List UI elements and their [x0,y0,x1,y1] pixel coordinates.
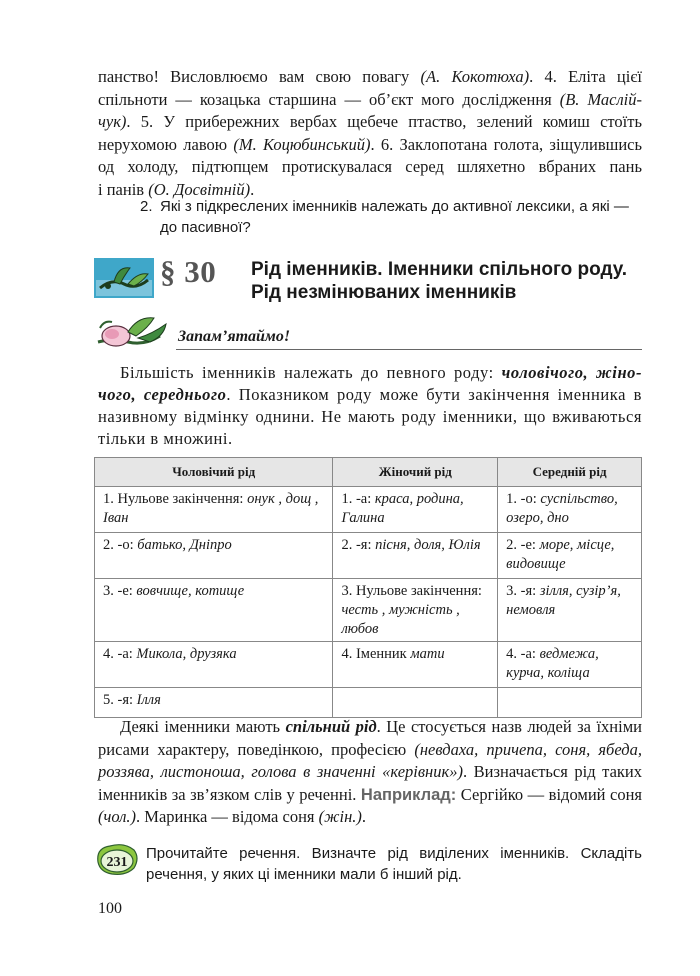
table-row [95,688,642,718]
section-title-line1: Рід іменників. Іменники спільного роду. [251,259,627,280]
text: . 6. Заклопотана голота, зіщулившись [370,134,642,154]
citation: (А. Кокотюха) [420,67,530,86]
top-paragraph [98,66,642,202]
text: . Маринка — відома соня [136,807,319,827]
gender-mark: (чол.) [98,807,137,827]
citation: чук) [98,112,127,132]
remember-icon [94,312,174,350]
citation: (В. Маслій- [559,89,642,109]
remember-label: Запам’ятаймо! [178,328,291,345]
table-cell: 3. -я: зілля, сузір’я, немовля [498,579,642,642]
table-row [95,487,642,533]
table-cell: 2. -о: батько, Дніпро [95,533,333,579]
page-number: 100 [98,900,122,917]
table-cell: 4. -а: ведмежа, курча, коліща [498,642,642,688]
text: спільноти — козацька старшина — об’єкт мого дослідження [98,89,560,109]
table-header: Середній рід [498,458,642,487]
common-gender-paragraph [98,716,642,829]
exercise-text: Прочитайте речення. Визначте рід виділених іменників. Складіть речення, у яких ці іменники мали б інший рід. [146,845,642,883]
text: і панів [98,179,149,199]
table-cell: 1. Нульове закінчення: онук , дощ , Іван [95,487,333,533]
task-2 [140,196,640,238]
table-cell: 1. -о: суспільство, озеро, дно [498,487,642,533]
citation: (О. Досвітній) [148,179,251,199]
task-number: 2. [140,198,153,215]
section-title-line2: Рід незмінюваних іменників [251,282,517,303]
table-header: Жіночий рід [333,458,498,487]
table-cell: 3. -е: вовчище, котище [95,579,333,642]
text: . 4. Еліта цієї [529,67,643,86]
text: . Це стосується назв людей за їхніми рисами характеру, поведінкою, професією [98,717,642,759]
example-label: Наприклад: [360,785,457,804]
text: Деякі іменники мають [120,717,286,736]
text: . Визначається рід таких іменників за зв’язком слів у реченні. [98,762,643,804]
exercise-number: 231 [106,855,128,870]
table-row [95,533,642,579]
text: Сергійко — відомий соня [456,784,642,804]
task-text-line2: до пасивної? [160,219,251,236]
exercise-badge [94,842,140,878]
text: панство! Висловлюємо вам свою повагу [98,67,421,86]
gender-table [94,457,642,718]
table-row [95,642,642,688]
table-header: Чоловічий рід [95,458,333,487]
table-row [95,579,642,642]
text: од холоду, підтюпцем протискувалася серед шляхетно вбраних пань [98,157,642,177]
text: нерухомою лавою [98,134,234,154]
table-cell: 2. -я: пісня, доля, Юлія [333,533,498,579]
term: чоловічого, жіно- [501,363,642,382]
table-cell: 4. -а: Микола, друзяка [95,642,333,688]
text: Більшість іменників належать до певного роду: [120,363,502,382]
text: . [250,179,255,199]
section-number: § 30 [160,254,217,289]
table-header-row [95,458,642,487]
citation: (М. Коцюбинський) [233,134,371,154]
table-cell: 2. -е: море, місце, видовище [498,533,642,579]
term: спільний рід [285,717,377,736]
table-cell [333,688,498,718]
section-icon [94,258,154,298]
table-cell [498,688,642,718]
section-title [251,258,671,304]
table-cell: 1. -а: краса, родина, Галина [333,487,498,533]
text: . Показником роду може бути закінчення іменника в називному відмінку однини. Не мають роду іменники, що вживаються тільки в множині. [98,385,642,448]
remember-divider [176,349,642,350]
table-cell: 4. Іменник мати [333,642,498,688]
text: . 5. У прибережних вербах щебече птаство, зелений комиш стоїть [126,112,642,132]
intro-paragraph [98,362,642,450]
table-cell: 3. Нульове закінчення: честь , мужність , любов [333,579,498,642]
gender-mark: (жін.) [318,807,362,827]
text: . [361,807,366,827]
examples: (невдаха, причепа, соня, ябеда, роззява, листоноша, голова в значенні «керівник») [98,739,642,782]
task-text-line1: Які з підкреслених іменників належать до активної лексики, а які — [160,198,629,215]
term: чого, середнього [98,385,227,404]
table-cell: 5. -я: Ілля [95,688,333,718]
